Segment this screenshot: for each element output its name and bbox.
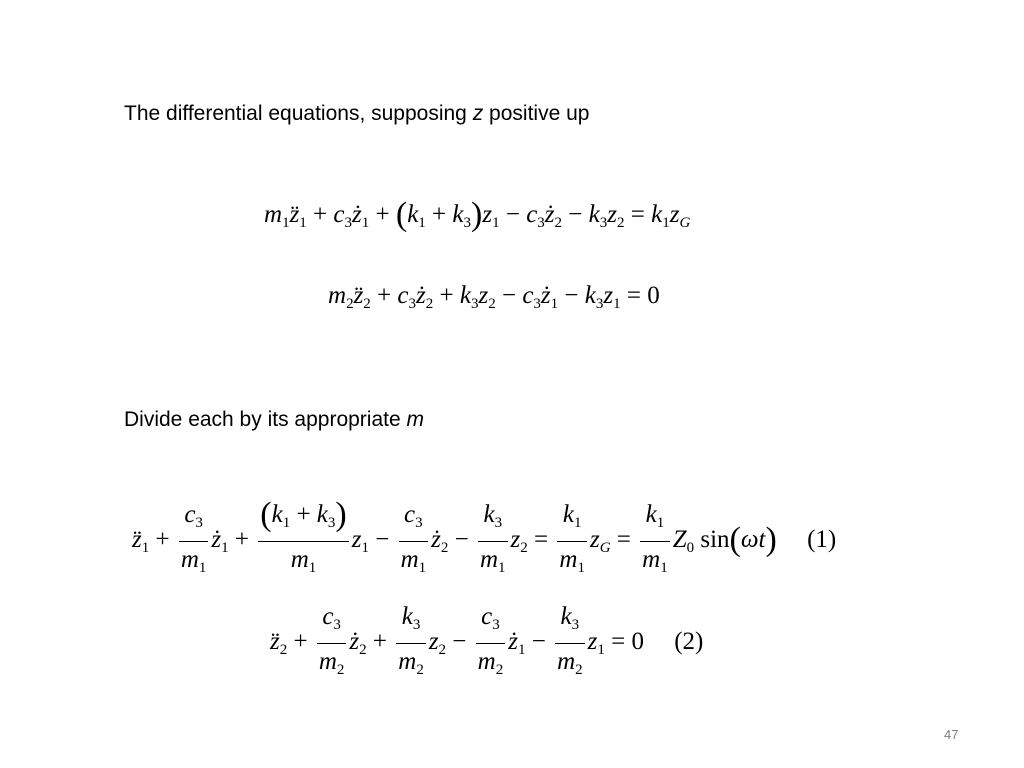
fraction-k1-m1: $\frac{k_1}{m_1}$ <box>559 501 585 576</box>
fraction-c3-m2: $\frac{c_3}{m_2}$ <box>318 603 345 678</box>
equation-mass1: $m_1z̈_1$ + $c_3ż_1 + (k_1 + k_3)z_1$ − $c_3ż_2 - k_3z_2 = k_1z_G$ <box>264 196 691 233</box>
equation-mass2: $m_2z̈_2$ + $c_3ż_2 + k_3z_2$ − $c_3ż_1 - k_3z_1 = 0$ <box>328 282 660 312</box>
fraction-k1-m1: $\frac{k_1}{m_1}$ <box>642 501 668 576</box>
fraction-c3-m1: $\frac{c_3}{m_1}$ <box>180 501 207 576</box>
equation-2-tag: (2) <box>674 628 704 656</box>
fraction-k3-m2: $\frac{k_3}{m_2}$ <box>557 603 583 678</box>
heading-divide <box>124 407 424 433</box>
fraction-c3-m2: $\frac{c_3}{m_2}$ <box>477 603 504 678</box>
page-number: 47 <box>944 727 959 742</box>
fraction-k1k3-m1: $\frac{(k_1 + k_3)}{m_1}$ <box>260 496 347 576</box>
heading-rest: positive up <box>489 102 590 125</box>
heading-divide-text: Divide each by its appropriate <box>124 408 401 431</box>
fraction-k3-m1: $\frac{k_3}{m_1}$ <box>479 501 506 576</box>
heading-text: The differential equations, supposing <box>124 102 467 125</box>
heading-divide-variable: m <box>406 408 424 431</box>
heading-variable: z <box>472 102 484 125</box>
heading-differential-equations <box>124 101 589 127</box>
equation-1-tag: (1) <box>807 526 837 554</box>
fraction-c3-m1: $\frac{c_3}{m_1}$ <box>400 501 427 576</box>
equation-1: $z̈_1$ + $\frac{c_3}{m_1}$ $ż_1$ + $\frac{(k_1 + k_3)}{m_1}$ $z_1$ − $\frac{c_3}{m_1}$ $ż_2$ − $\frac{k_3}{m_1}$ $z_2$ = $\frac{k_1}{m_1}$ $z_G$ = $\frac{k_1}{m_1}$ $Z_0$ sin(ωt) (1) <box>132 500 836 583</box>
equation-2: $z̈_2$ + $\frac{c_3}{m_2}$ $ż_2$ + $\frac{k_3}{m_2}$ $z_2$ − $\frac{c_3}{m_2}$ $ż_1$ − $\frac{k_3}{m_2}$ $z_1 = 0$ (2) <box>270 602 703 685</box>
fraction-k3-m2: $\frac{k_3}{m_2}$ <box>398 603 424 678</box>
